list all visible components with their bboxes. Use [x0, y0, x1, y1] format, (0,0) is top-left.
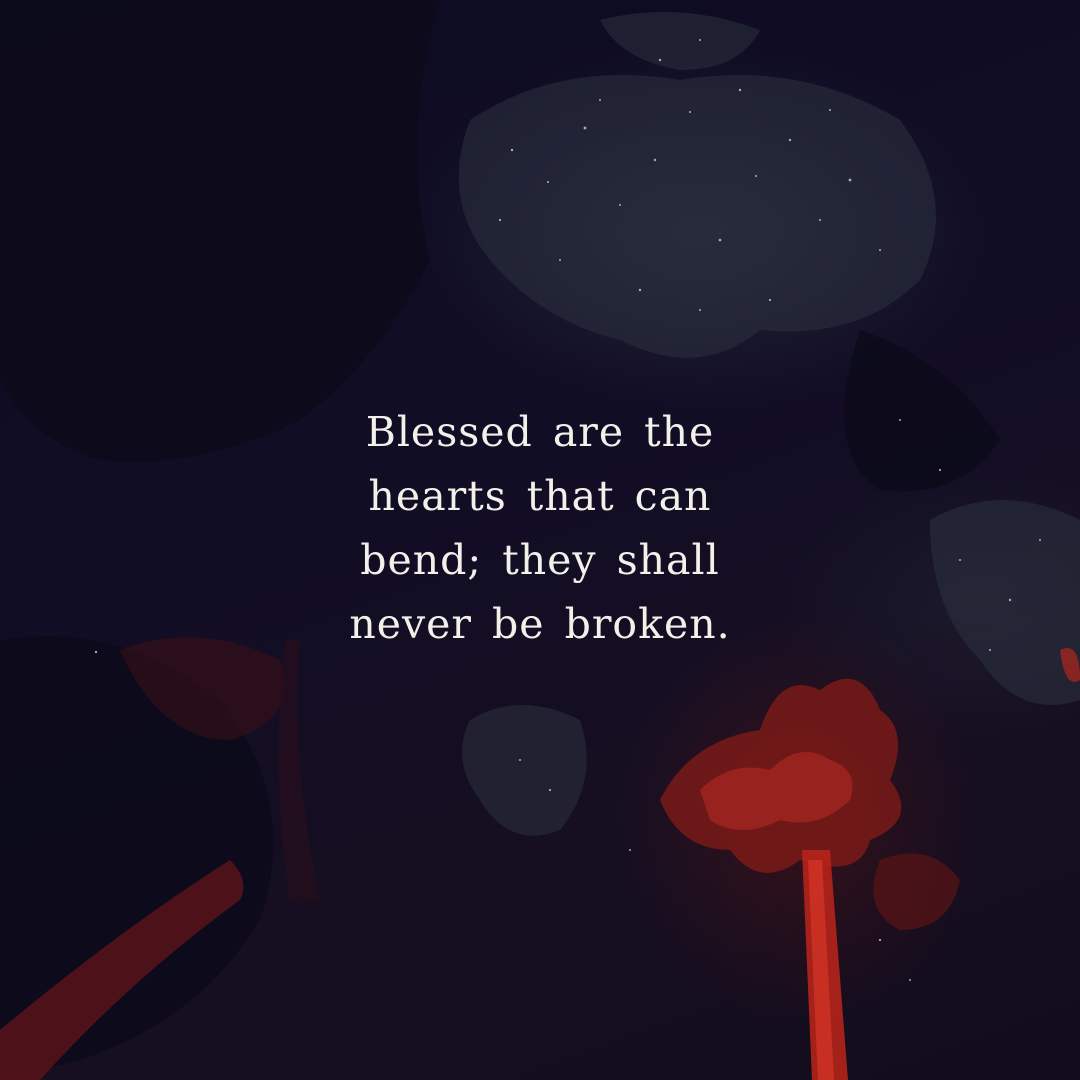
quote-text	[240, 400, 840, 656]
quote-line: never be broken.	[349, 600, 731, 648]
quote-line: Blessed are the	[365, 408, 715, 456]
quote-line: bend; they shall	[360, 536, 720, 584]
quote-line: hearts that can	[368, 472, 712, 520]
